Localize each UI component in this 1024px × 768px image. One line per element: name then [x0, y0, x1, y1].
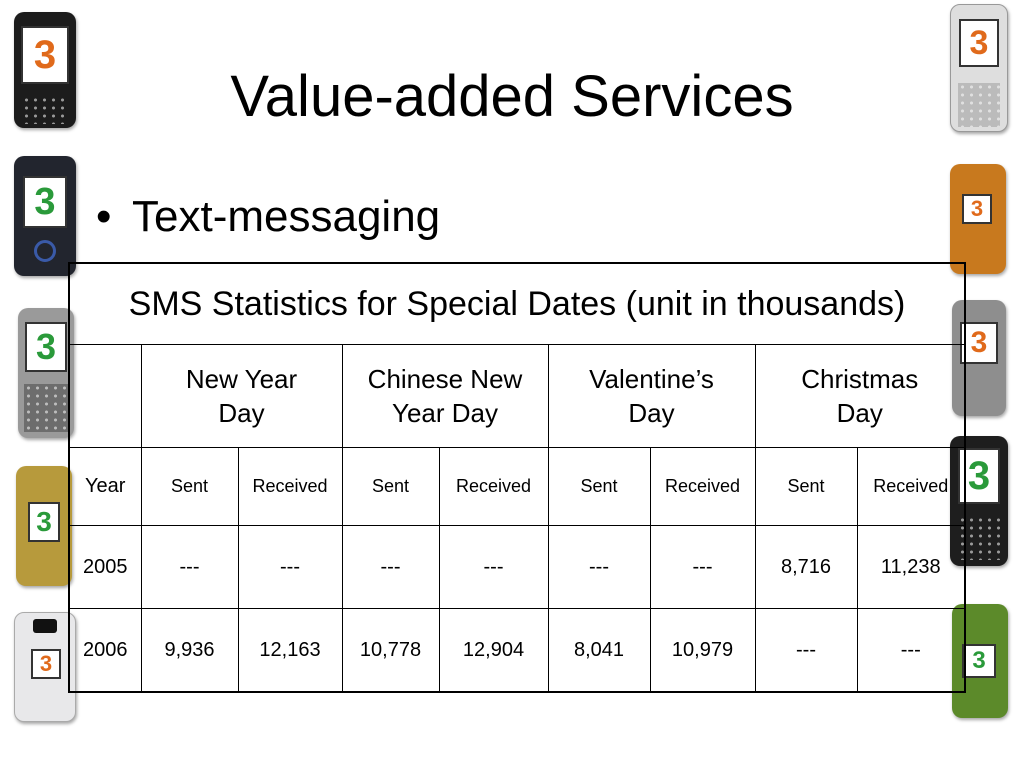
table-cell: --- — [141, 526, 238, 609]
year-header: Year — [69, 448, 141, 526]
bullet-text: Text-messaging — [132, 192, 441, 241]
year-cell: 2005 — [69, 526, 141, 609]
sent-header: Sent — [548, 448, 650, 526]
logo-3-icon: 3 — [970, 326, 988, 359]
table-cell: 10,979 — [650, 609, 755, 693]
table-cell: 8,716 — [755, 526, 857, 609]
phone-screen — [25, 322, 67, 372]
phone-screen — [962, 194, 992, 224]
slide-title: Value-added Services — [230, 64, 794, 129]
table-row — [69, 609, 965, 693]
logo-3-icon: 3 — [970, 196, 984, 221]
received-header: Received — [650, 448, 755, 526]
keypad — [24, 384, 68, 432]
logo-3-icon: 3 — [967, 453, 991, 498]
table-cell: --- — [755, 609, 857, 693]
table-cell: 9,936 — [141, 609, 238, 693]
table-caption-row — [69, 263, 965, 345]
phone-lens — [33, 619, 57, 633]
logo-3-icon: 3 — [34, 180, 56, 223]
holiday-header: Christmas Day — [755, 345, 965, 448]
holiday-header: Chinese New Year Day — [342, 345, 548, 448]
table-caption: SMS Statistics for Special Dates (unit in thousands) — [69, 263, 965, 345]
phone-image — [16, 466, 72, 586]
holiday-header: Valentine’s Day — [548, 345, 755, 448]
sent-header: Sent — [342, 448, 439, 526]
bullet-item — [96, 190, 440, 244]
received-header: Received — [857, 448, 965, 526]
logo-3-icon: 3 — [969, 23, 989, 62]
table-cell: --- — [238, 526, 342, 609]
table-cell: 11,238 — [857, 526, 965, 609]
holiday-header-row — [69, 345, 965, 448]
phone-image — [14, 612, 76, 722]
sent-header: Sent — [141, 448, 238, 526]
phone-screen — [23, 176, 67, 228]
phone-image — [950, 164, 1006, 274]
phone-image — [14, 156, 76, 276]
phone-screen — [28, 502, 60, 542]
holiday-header: New Year Day — [141, 345, 342, 448]
table-cell: 12,163 — [238, 609, 342, 693]
phone-screen — [959, 19, 999, 67]
navigation-ring — [34, 240, 56, 262]
phone-image — [18, 308, 74, 438]
logo-3-icon: 3 — [36, 506, 52, 537]
received-header: Received — [439, 448, 548, 526]
logo-3-icon: 3 — [972, 647, 986, 674]
phone-screen — [31, 649, 61, 679]
empty-header-cell — [69, 345, 141, 448]
sms-statistics-table — [68, 262, 966, 693]
table-cell: 8,041 — [548, 609, 650, 693]
table-cell: --- — [439, 526, 548, 609]
received-header: Received — [238, 448, 342, 526]
phone-screen — [962, 644, 996, 678]
logo-3-icon: 3 — [39, 651, 53, 676]
table-cell: 10,778 — [342, 609, 439, 693]
table-cell: --- — [650, 526, 755, 609]
table-cell: --- — [857, 609, 965, 693]
table-cell: 12,904 — [439, 609, 548, 693]
table-cell: --- — [548, 526, 650, 609]
table-cell: --- — [342, 526, 439, 609]
year-cell: 2006 — [69, 609, 141, 693]
logo-3-icon: 3 — [35, 326, 57, 367]
logo-3-icon: 3 — [33, 32, 57, 77]
bullet-marker: • — [96, 192, 112, 241]
table-row — [69, 526, 965, 609]
sent-header: Sent — [755, 448, 857, 526]
sub-header-row — [69, 448, 965, 526]
